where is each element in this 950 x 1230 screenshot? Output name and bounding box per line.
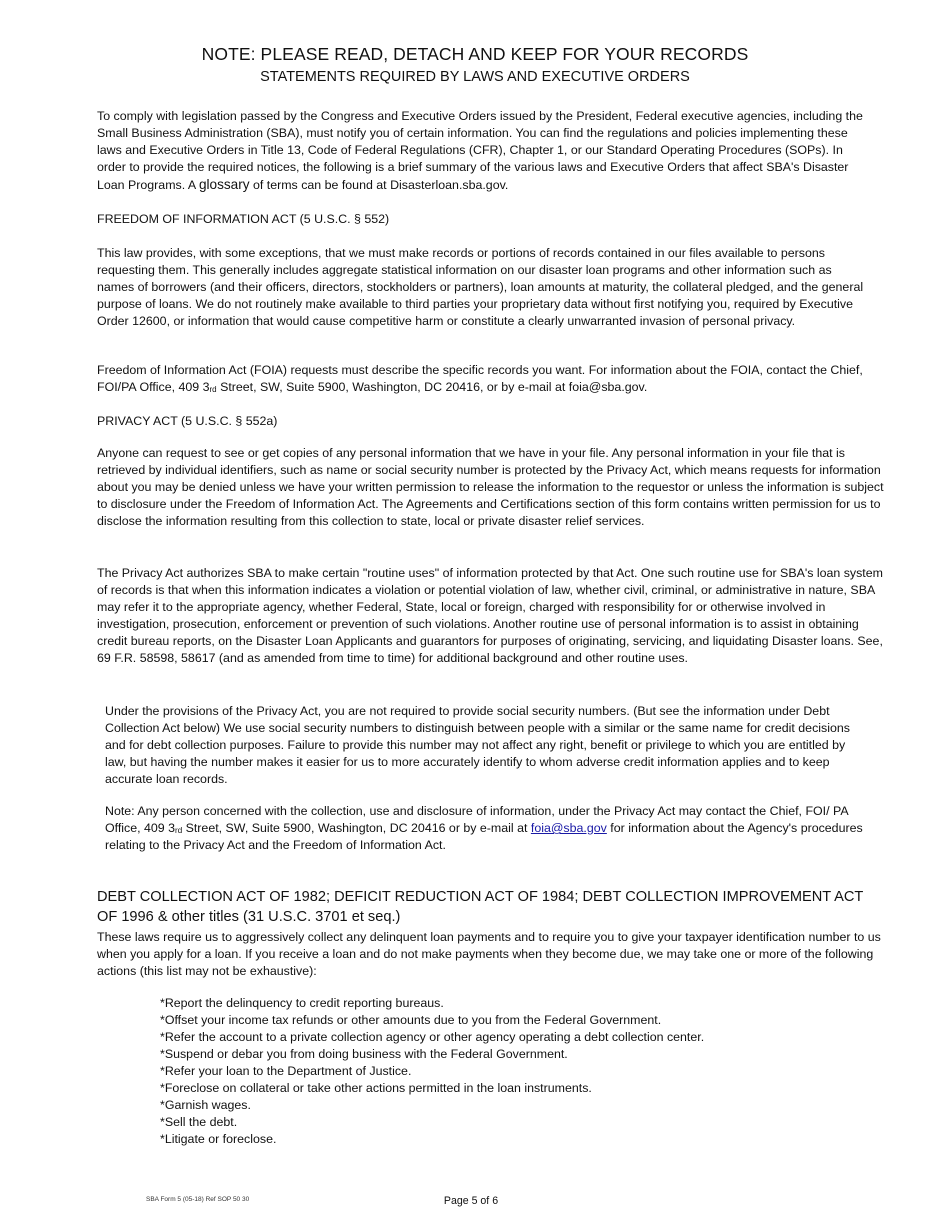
page-number: Page 5 of 6: [443, 1195, 499, 1207]
list-item: *Sell the debt.: [160, 1115, 238, 1129]
intro-text-end: of terms can be found at Disasterloan.sba.gov.: [249, 178, 509, 192]
privacy-ssn-paragraph: Under the provisions of the Privacy Act, you are not required to provide social security numbers. (But see the information under Debt Collection Act below) We use social security numbers to distinguish between people with a similar or the same name for credit decisions and for debt collection purposes. Failure to provide this number may not affect any right, benefit or privilege to which you are entitled by law, but having the number makes it easier for us to more accurately identify to whom adverse credit information applies and to keep accurate loan records.: [105, 704, 850, 786]
list-item: *Refer your loan to the Department of Justice.: [160, 1064, 412, 1078]
foia-request-text: Freedom of Information Act (FOIA) requests must describe the specific records you want. For information about the FOIA, contact the Chief, FOI/PA Office, 409 3: [97, 363, 863, 394]
list-item: *Report the delinquency to credit reporting bureaus.: [160, 996, 444, 1010]
foia-request-text-end: Street, SW, Suite 5900, Washington, DC 20416, or by e-mail at foia@sba.gov.: [216, 380, 648, 394]
list-item: *Suspend or debar you from doing business with the Federal Government.: [160, 1047, 568, 1061]
privacy-note-paragraph: [105, 803, 865, 854]
foia-heading: FREEDOM OF INFORMATION ACT (5 U.S.C. § 552): [97, 212, 390, 226]
foia-email-link[interactable]: foia@sba.gov: [530, 821, 607, 835]
list-item: *Foreclose on collateral or take other actions permitted in the loan instruments.: [160, 1081, 592, 1095]
debt-collection-paragraph: These laws require us to aggressively collect any delinquent loan payments and to require you to give your taxpayer identification number to us when you apply for a loan. If you receive a loan and do not make payments when they become due, we may take one or more of the following actions (this list may not be exhaustive):: [97, 930, 881, 978]
privacy-heading: PRIVACY ACT (5 U.S.C. § 552a): [97, 414, 278, 428]
ordinal-suffix: rd: [209, 385, 217, 394]
privacy-routine-uses-paragraph: The Privacy Act authorizes SBA to make certain "routine uses" of information protected by that Act. One such routine use for SBA's loan system of records is that when this information indicates a violation or potential violation of law, whether civil, criminal, or administrative in nature, SBA may refer it to the appropriate agency, whether Federal, State, local or foreign, charged with responsibility for or otherwise involved in investigation, prosecution, enforcement or prevention of such violations. Another routine use of personal information is to assist in obtaining credit bureau reports, on the Disaster Loan Applicants and guarantors for purposes of originating, servicing, and liquidating Disaster loans. See, 69 F.R. 58598, 58617 (and as amended from time to time) for additional background and other routine uses.: [97, 566, 883, 665]
page-title: NOTE: PLEASE READ, DETACH AND KEEP FOR YOUR RECORDS: [201, 44, 749, 64]
list-item: *Litigate or foreclose.: [160, 1132, 277, 1146]
page-subtitle: STATEMENTS REQUIRED BY LAWS AND EXECUTIVE ORDERS: [260, 69, 690, 85]
list-item: *Offset your income tax refunds or other amounts due to you from the Federal Government.: [160, 1013, 662, 1027]
glossary-word: glossary: [198, 177, 250, 192]
foia-request-paragraph: [97, 362, 887, 396]
ordinal-suffix: rd: [175, 826, 183, 835]
debt-collection-heading: DEBT COLLECTION ACT OF 1982; DEFICIT REDUCTION ACT OF 1984; DEBT COLLECTION IMPROVEMENT ACT OF 1996 & other titles (31 U.S.C. 3701 et seq.): [97, 889, 864, 925]
list-item: *Refer the account to a private collection agency or other agency operating a debt collection center.: [160, 1030, 705, 1044]
privacy-paragraph-1: Anyone can request to see or get copies of any personal information that we have in your file. Any personal information in your file that is retrieved by individual identifiers, such as name or social security number is protected by the Privacy Act, which means requests for information about you may be denied unless we have your written permission to release the information to the requestor or unless the information is subject to disclosure under the Freedom of Information Act. The Agreements and Certifications section of this form contains written permission for us to disclose the information resulting from this collection to state, local or private disaster relief services.: [97, 446, 884, 528]
intro-paragraph: [97, 108, 872, 194]
privacy-note-text: Note: Any person concerned with the collection, use and disclosure of information, under the Privacy Act may contact the Chief, FOI/ PA Office, 409 3: [105, 804, 848, 835]
foia-paragraph: This law provides, with some exceptions, that we must make records or portions of records contained in our files available to persons requesting them. This generally includes aggregate statistical information on our disaster loan programs and other information such as names of borrowers (and their officers, directors, stockholders or partners), loan amounts at maturity, the collateral pledged, and the general purpose of loans. We do not routinely make available to third parties your proprietary data without first notifying you, required by Executive Order 12600, or information that would cause competitive harm or constitute a clearly unwarranted invasion of personal privacy.: [97, 246, 864, 328]
privacy-note-text-end: for information about the Agency's procedures relating to the Privacy Act and the Freedom of Information Act.: [105, 821, 863, 852]
collection-actions-list: [160, 995, 704, 1148]
list-item: *Garnish wages.: [160, 1098, 251, 1112]
intro-text: To comply with legislation passed by the Congress and Executive Orders issued by the President, Federal executive agencies, including the Small Business Administration (SBA), must notify you of certain information. You can find the regulations and policies implementing these laws and Executive Orders in Title 13, Code of Federal Regulations (CFR), Chapter 1, or our Standard Operating Procedures (SOPs). In order to provide the required notices, the following is a brief summary of the various laws and Executive Orders that affect SBA's Disaster Loan Programs. A: [97, 109, 863, 192]
form-reference: SBA Form 5 (05-18) Ref SOP 50 30: [146, 1196, 250, 1203]
privacy-note-text-middle: Street, SW, Suite 5900, Washington, DC 20416 or by e-mail at: [182, 821, 531, 835]
